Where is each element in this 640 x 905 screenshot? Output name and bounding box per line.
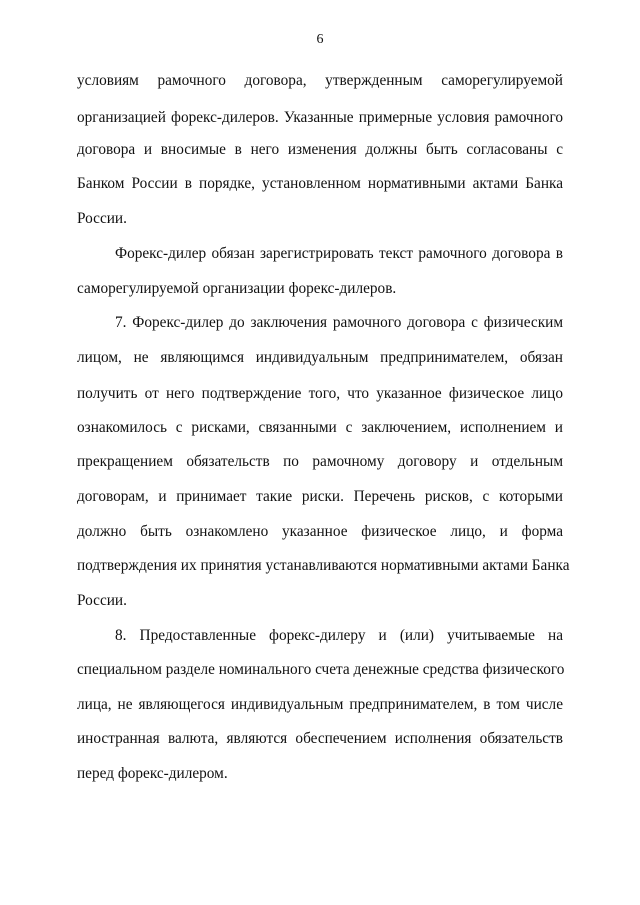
text-line: лица, не являющегося индивидуальным предпринимателем, в том числе xyxy=(77,696,563,713)
text-line: лицом, не являющимся индивидуальным предпринимателем, обязан xyxy=(77,349,563,366)
text-line: ознакомилось с рисками, связанными с заключением, исполнением и xyxy=(77,419,563,436)
text-line: получить от него подтверждение того, что указанное физическое лицо xyxy=(77,385,563,402)
text-line: Форекс-дилер обязан зарегистрировать текст рамочного договора в xyxy=(115,245,563,262)
text-line: условиям рамочного договора, утвержденным саморегулируемой xyxy=(77,72,563,89)
text-line: подтверждения их принятия устанавливаются нормативными актами Банка xyxy=(77,557,570,574)
text-line: 7. Форекс-дилер до заключения рамочного договора с физическим xyxy=(115,314,563,331)
text-line: прекращением обязательств по рамочному договору и отдельным xyxy=(77,453,563,470)
text-line: России. xyxy=(77,592,127,609)
text-line: перед форекс-дилером. xyxy=(77,765,228,782)
text-line: 8. Предоставленные форекс-дилеру и (или) учитываемые на xyxy=(115,627,563,644)
text-line: иностранная валюта, являются обеспечением исполнения обязательств xyxy=(77,730,563,747)
text-line: России. xyxy=(77,210,127,227)
text-line: организацией форекс-дилеров. Указанные примерные условия рамочного xyxy=(77,109,563,126)
text-line: должно быть ознакомлено указанное физическое лицо, и форма xyxy=(77,523,563,540)
text-line: специальном разделе номинального счета денежные средства физического xyxy=(77,661,565,678)
text-line: саморегулируемой организации форекс-дилеров. xyxy=(77,280,397,297)
text-line: договора и вносимые в него изменения должны быть согласованы с xyxy=(77,141,563,158)
text-line: Банком России в порядке, установленном нормативными актами Банка xyxy=(77,175,563,192)
page-number: 6 xyxy=(316,32,324,47)
text-line: договорам, и принимает такие риски. Перечень рисков, с которыми xyxy=(77,488,563,505)
